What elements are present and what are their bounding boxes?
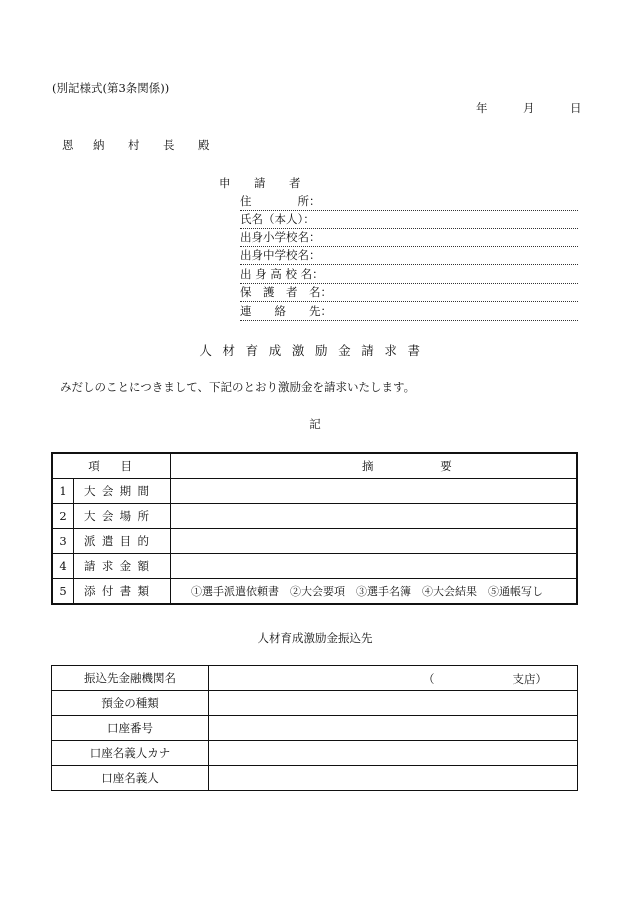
row-number: 1	[52, 479, 74, 504]
table-row	[52, 579, 577, 605]
field-contact-label: 連 絡 先：	[240, 304, 332, 318]
header-summary	[171, 453, 578, 479]
header-summary-char: 摘	[362, 459, 374, 473]
field-guardian-label: 保 護 者 名：	[240, 285, 332, 299]
bank-label: 口座名義人カナ	[52, 741, 209, 766]
header-item: 項目	[52, 453, 171, 479]
applicant-title	[219, 175, 301, 191]
field-high-school-label: 出 身 高 校 名：	[240, 267, 324, 281]
bank-paren: （	[423, 672, 435, 686]
field-name-label: 氏名（本人）：	[240, 212, 315, 226]
bank-row	[52, 741, 578, 766]
field-contact[interactable]	[240, 302, 578, 321]
field-address-label: 住 所：	[240, 194, 321, 208]
bank-value[interactable]	[209, 716, 578, 741]
row-item: 大会期間	[74, 479, 171, 504]
bank-label: 口座名義人	[52, 766, 209, 791]
intro-text: みだしのことにつきまして、下記のとおり激励金を請求いたします。	[60, 380, 416, 394]
addressee-char: 村	[128, 138, 140, 152]
row-value[interactable]	[171, 529, 578, 554]
table-row	[52, 479, 577, 504]
row-item: 派遣目的	[74, 529, 171, 554]
addressee	[62, 137, 210, 153]
request-table	[51, 452, 578, 605]
header-summary-char: 要	[440, 459, 452, 473]
document-title: 人材育成激励金請求書	[199, 343, 431, 358]
bank-value[interactable]	[209, 666, 578, 691]
bank-row	[52, 691, 578, 716]
table-row	[52, 529, 577, 554]
bank-value[interactable]	[209, 741, 578, 766]
row-number: 2	[52, 504, 74, 529]
field-elementary-school[interactable]	[240, 228, 578, 247]
date-day: 日	[570, 101, 582, 115]
bank-label: 預金の種類	[52, 691, 209, 716]
table-header-row	[52, 453, 577, 479]
bank-row	[52, 666, 578, 691]
row-item: 請求金額	[74, 554, 171, 579]
addressee-char: 長	[163, 138, 175, 152]
row-value[interactable]: ①選手派遣依頼書 ②大会要項 ③選手名簿 ④大会結果 ⑤通帳写し	[171, 579, 578, 605]
date-month: 月	[523, 101, 535, 115]
field-guardian[interactable]	[240, 283, 578, 302]
field-name[interactable]	[240, 210, 578, 229]
bank-row	[52, 716, 578, 741]
applicant-title-char: 請	[254, 176, 266, 190]
row-number: 5	[52, 579, 74, 605]
addressee-char: 殿	[198, 138, 210, 152]
row-value[interactable]	[171, 554, 578, 579]
field-high-school[interactable]	[240, 265, 578, 284]
addressee-char: 恩	[62, 138, 74, 152]
bank-title: 人材育成激励金振込先	[257, 631, 373, 645]
row-item: 大会場所	[74, 504, 171, 529]
bank-table	[51, 665, 578, 791]
addressee-char: 納	[93, 138, 105, 152]
field-address[interactable]	[240, 192, 578, 211]
field-junior-high-school-label: 出身中学校名：	[240, 248, 321, 262]
form-reference: (別記様式(第3条関係))	[52, 81, 170, 95]
field-elementary-school-label: 出身小学校名：	[240, 230, 321, 244]
table-row	[52, 504, 577, 529]
field-junior-high-school[interactable]	[240, 246, 578, 265]
bank-branch: 支店）	[512, 672, 547, 686]
row-item: 添付書類	[74, 579, 171, 605]
bank-value[interactable]	[209, 691, 578, 716]
row-number: 3	[52, 529, 74, 554]
table-row	[52, 554, 577, 579]
date-year: 年	[476, 101, 488, 115]
row-value[interactable]	[171, 479, 578, 504]
row-value[interactable]	[171, 504, 578, 529]
row-number: 4	[52, 554, 74, 579]
bank-value[interactable]	[209, 766, 578, 791]
applicant-title-char: 者	[289, 176, 301, 190]
applicant-title-char: 申	[219, 176, 231, 190]
ki-heading: 記	[309, 417, 321, 431]
bank-label: 振込先金融機関名	[52, 666, 209, 691]
bank-row	[52, 766, 578, 791]
bank-label: 口座番号	[52, 716, 209, 741]
